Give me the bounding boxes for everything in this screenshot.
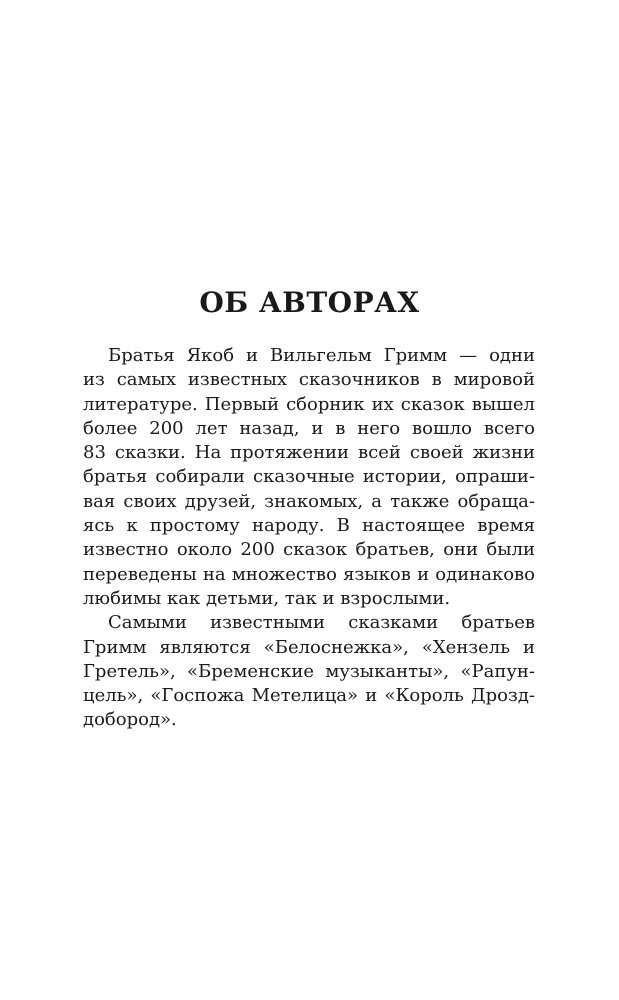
text-line: Самыми известными сказками братьев — [108, 612, 535, 634]
text-line: братья собирали сказочные истории, опраши- — [83, 466, 535, 488]
paragraph-1 — [83, 344, 535, 611]
text-line: Гримм являются «Белоснежка», «Хензель и — [83, 636, 535, 658]
text-line: литературе. Первый сборник их сказок вышел — [83, 393, 535, 415]
text-line: из самых известных сказочников в мировой — [83, 369, 535, 391]
text-line: любимы как детьми, так и взрослыми. — [83, 587, 451, 609]
text-line: добород». — [83, 709, 177, 731]
text-line: переведены на множество языков и одинаково — [83, 563, 535, 585]
text-line: Братья Якоб и Вильгельм Гримм — одни — [108, 345, 535, 366]
text-line: цель», «Госпожа Метелица» и «Король Дрозд- — [83, 685, 535, 707]
text-line: вая своих друзей, знакомых, а также обраща- — [83, 490, 535, 512]
text-line: более 200 лет назад, и в него вошло всего — [83, 417, 535, 439]
text-line: Гретель», «Бременские музыканты», «Рапун- — [83, 660, 535, 682]
page-title: ОБ АВТОРАХ — [199, 286, 420, 319]
paragraph-2 — [83, 611, 535, 732]
text-line: 83 сказки. На протяжении всей своей жизни — [83, 442, 535, 464]
body-text — [83, 344, 535, 733]
text-line: известно около 200 сказок братьев, они были — [83, 539, 535, 561]
text-line: ясь к простому народу. В настоящее время — [83, 515, 535, 537]
